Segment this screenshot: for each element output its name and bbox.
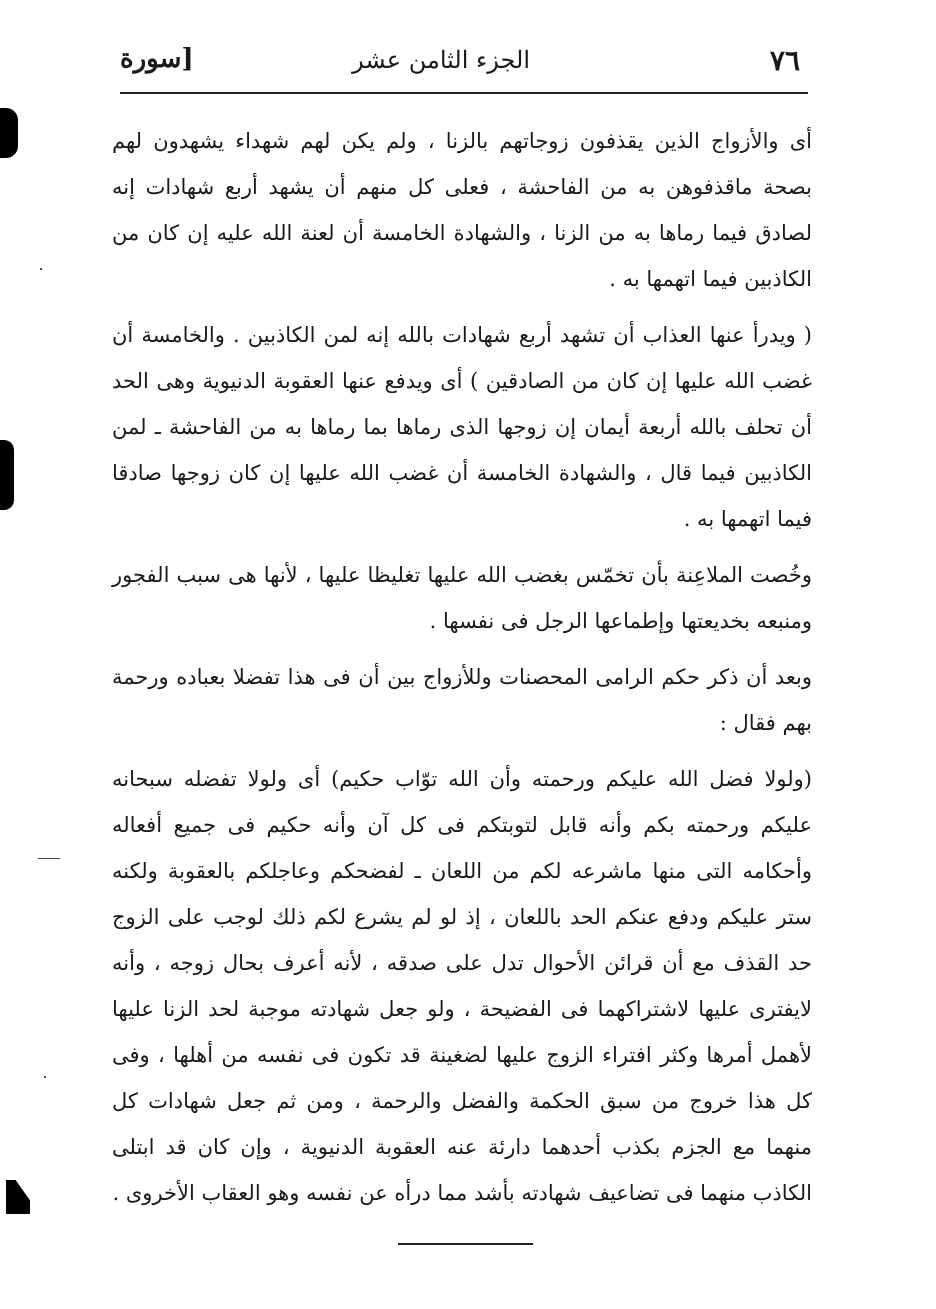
paragraph-text: ( ويدرأ عنها العذاب أن تشهد أربع شهادات بالله إنه لمن الكاذبين . والخامسة أن غضب الله عليها إن كان من الصادقين ) أى ويدفع عنها العقوبة الدنيوية وهى الحد أن تحلف بالله أربعة أيمان إن زوجها الذى رماها بما رماها به من الفاحشة ـ لمن الكاذبين فيما قال ، والشهادة الخامسة أن غضب الله عليها إن كان زوجها صادقا فيما اتهمها به . (112, 323, 812, 531)
scan-speck (40, 268, 42, 270)
end-divider (398, 1243, 533, 1245)
paragraph-text: (ولولا فضل الله عليكم ورحمته وأن الله توّاب حكيم) أى ولولا تفضله سبحانه عليكم ورحمته بكم وأنه قابل لتوبتكم فى كل آن وأنه حكيم فى جميع أفعاله وأحكامه التى منها ماشرعه لكم من اللعان ـ لفضحكم وعاجلكم بالعقوبة ولكنه ستر عليكم ودفع عنكم الحد باللعان ، إذ لو لم يشرع لكم ذلك لوجب على الزوج حد القذف مع أن قرائن الأحوال تدل على صدقه ، لأنه أعرف بحال زوجه ، وأنه لايفترى عليها لاشتراكهما فى الفضيحة ، ولو جعل شهادته موجبة لحد الزنا عليها لأهمل أمرها وكثر افتراء الزوج عليها لضغينة قد تكون فى نفسه من أهلها ، وفى كل هذا خروج من سبق الحكمة والفضل والرحمة ، ومن ثم جعل شهادات كل منهما مع الجزم بكذب أحدهما دارئة عنه العقوبة الدنيوية ، وإن كان قد ابتلى الكاذب منهما فى تضاعيف شهادته بأشد مما درأه عن نفسه وهو العقاب الأخروى . (112, 767, 812, 1205)
page-number: ٧٦ (769, 44, 800, 77)
paragraph (112, 756, 812, 1216)
scan-speck (44, 1076, 46, 1078)
paragraph (112, 118, 812, 302)
header-divider (120, 92, 808, 94)
paragraph (112, 552, 812, 644)
running-title: الجزء الثامن عشر (352, 46, 530, 74)
paragraph (112, 312, 812, 542)
paragraph-text: أى والأزواج الذين يقذفون زوجاتهم بالزنا ، ولم يكن لهم شهداء يشهدون لهم بصحة ماقذفوهن به من الفاحشة ، فعلى كل منهم أن يشهد أربع شهادات إنه لصادق فيما رماها به من الزنا ، والشهادة الخامسة أن لعنة الله عليه إن كان من الكاذبين فيما اتهمها به . (112, 129, 812, 291)
paragraph (112, 654, 812, 746)
body-text (112, 118, 812, 1226)
scan-artifact-mark (0, 440, 14, 510)
scan-artifact-mark (6, 1180, 30, 1214)
scan-artifact-mark (0, 108, 18, 158)
scan-speck (38, 858, 60, 859)
paragraph-text: وخُصت الملاعِنة بأن تخمّس بغضب الله عليها تغليظا عليها ، لأنها هى سبب الفجور ومنبعه بخديعتها وإطماعها الرجل فى نفسها . (112, 563, 812, 633)
sura-label: [سورة (120, 44, 194, 74)
paragraph-text: وبعد أن ذكر حكم الرامى المحصنات وللأزواج بين أن فى هذا تفضلا بعباده ورحمة بهم فقال : (112, 665, 812, 735)
page-header (120, 40, 800, 86)
